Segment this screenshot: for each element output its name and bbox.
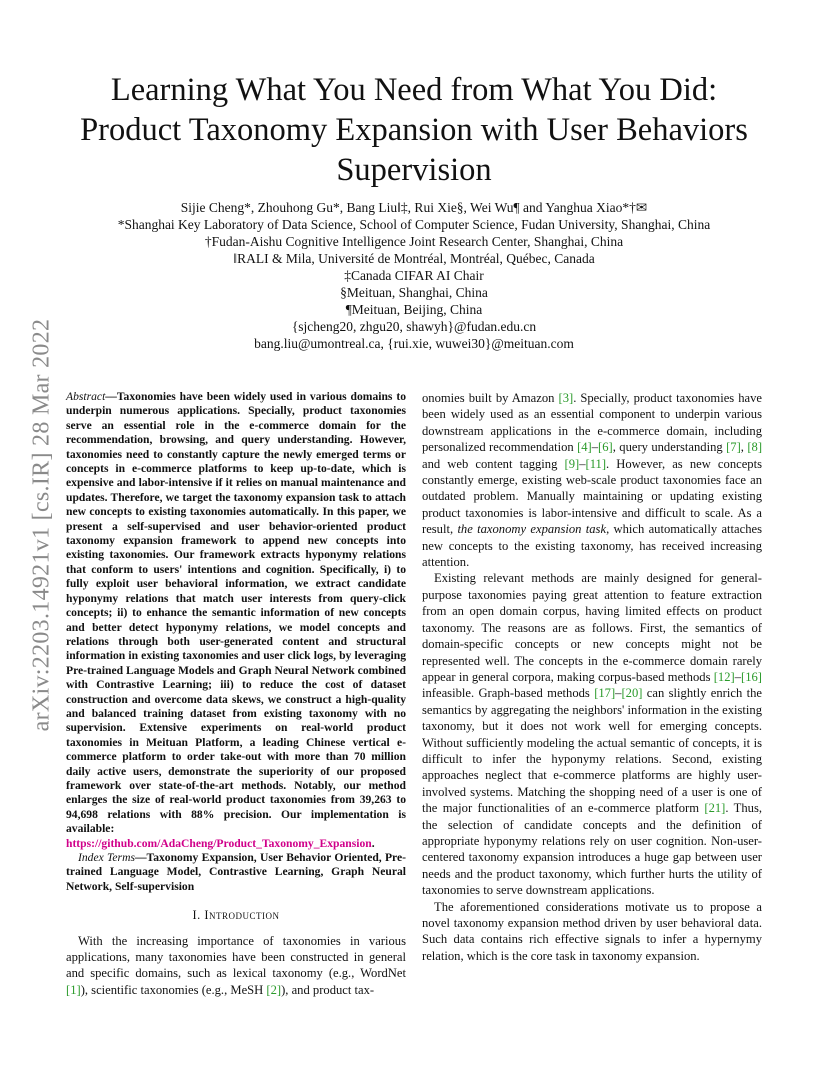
author-block bbox=[40, 199, 788, 352]
intro-paragraph bbox=[66, 933, 406, 999]
citation-2[interactable]: [2] bbox=[266, 982, 282, 997]
section-heading-introduction: I. Introduction bbox=[192, 908, 280, 923]
r-text-1g: , which automatically attaches new concepts to the existing taxonomy, has received increasing attention. bbox=[422, 522, 762, 570]
range-dash: – bbox=[591, 440, 599, 455]
intro-text-a: With the increasing importance of taxonomies in various applications, many taxonomies have been constructed in general and specific domains, such as lexical taxonomy (e.g., WordNet bbox=[66, 933, 406, 981]
r-text-2c: can slightly enrich the semantics by aggregating the neighbors' information in the existing taxonomy, but it does not work well for emerging concepts. Without sufficiently modeling the actual semantic of concepts, it is difficult to infer the hyponymy relations. Second, existing approaches neglect that e-commerce platforms are highly user-involved systems. Matching the shopping need of a user is one of the major functionalities of an e-commerce platform bbox=[422, 686, 762, 816]
index-terms bbox=[66, 851, 406, 894]
intro-text-b: ), scientific taxonomies (e.g., MeSH bbox=[80, 982, 267, 997]
r-text-2a: Existing relevant methods are mainly designed for general-purpose taxonomies paying great attention to feature extraction from an open domain corpus, having limited effects on product taxonomy. The reasons are as follows. First, the semantics of domain-specific concepts or new concepts might not be represented well. The concepts in the e-commerce domain rarely appear in general corpora, making corpus-based methods bbox=[422, 571, 762, 684]
email-line-2: bang.liu@umontreal.ca, {rui.xie, wuwei30}@meituan.com bbox=[254, 336, 574, 351]
abstract-end: . bbox=[371, 836, 375, 850]
right-paragraph-3: The aforementioned considerations motivate us to propose a novel taxonomy expansion method driven by user behavioral data. Such data contains rich effective signals to infer a hypernymy relation, which is the core task in taxonomy expansion. bbox=[422, 899, 762, 963]
affiliation-1: *Shanghai Key Laboratory of Data Science, School of Computer Science, Fudan University, Shanghai, China bbox=[117, 217, 711, 232]
intro-text-c: ), and product tax- bbox=[281, 982, 375, 997]
citation-12[interactable]: [12] bbox=[713, 669, 735, 684]
citation-8[interactable]: [8] bbox=[747, 440, 763, 455]
range-dash: – bbox=[579, 456, 586, 471]
affiliation-3: ‖RALI & Mila, Université de Montréal, Montréal, Québec, Canada bbox=[233, 251, 595, 266]
abstract bbox=[66, 390, 406, 851]
affiliation-2: †Fudan-Aishu Cognitive Intelligence Joint Research Center, Shanghai, China bbox=[204, 234, 624, 249]
abstract-text: —Taxonomies have been widely used in various domains to underpin numerous applications. Specially, product taxonomies serve an essential role in the e-commerce domain for the recommendation, browsing, and query understanding. However, taxonomies need to constantly capture the newly emerged terms or concepts in e-commerce platforms to keep up-to-date, which is expensive and labor-intensive if it relies on manual maintenance and updates. Therefore, we target the taxonomy expansion task to attach new concepts to existing taxonomies automatically. In this paper, we present a self-supervised and user behavior-oriented product taxonomy expansion framework to append new concepts into existing taxonomies. Our framework extracts hyponymy relations that conform to users' intentions and cognition. Specifically, i) to fully exploit user behavioral information, we extract candidate hyponymy relations that match user interests from query-click concepts; ii) to enhance the semantic information of new concepts and better detect hyponymy relations, we model concepts and relations through both user-generated content and structural information in existing taxonomies and user click logs, by leveraging Pre-trained Language Models and Graph Neural Network combined with Contrastive Learning; iii) to reduce the cost of dataset construction and overcome data skews, we construct a high-quality and balanced training dataset from existing taxonomy with no supervision. Extensive experiments on real-world product taxonomies in Meituan Platform, a leading Chinese vertical e-commerce platform to order take-out with more than 70 million daily active users, demonstrate the superiority of our proposed framework over state-of-the-art methods. Notably, our method enlarges the size of real-world product taxonomies from 39,263 to 94,698 relations with 88% precision. Our implementation is available: bbox=[66, 390, 406, 836]
index-terms-text: —Taxonomy Expansion, User Behavior Oriented, Pre-trained Language Model, Contrastive Learning, Graph Neural Network, Self-supervision bbox=[66, 851, 406, 893]
citation-17[interactable]: [17] bbox=[594, 686, 616, 701]
affiliation-5: §Meituan, Shanghai, China bbox=[340, 285, 488, 300]
r-text-1e: and web content tagging bbox=[422, 456, 565, 471]
r-text-1d: , bbox=[740, 440, 748, 455]
citation-16[interactable]: [16] bbox=[741, 669, 762, 684]
citation-7[interactable]: [7] bbox=[726, 440, 741, 455]
citation-1[interactable]: [1] bbox=[66, 982, 81, 997]
left-column bbox=[66, 390, 406, 998]
r-text-1a: onomies built by Amazon bbox=[422, 391, 559, 405]
right-column bbox=[422, 390, 762, 964]
task-emphasis: the taxonomy expansion task bbox=[457, 522, 607, 537]
r-text-2d: . Thus, the selection of candidate concepts and the definition of appropriate hyponymy relations rely on user cognition. Non-user-centered taxonomy expansion introduces a huge gap between user needs and the product taxonomy, which further hurts the utility of taxonomies to serve downstream applications. bbox=[422, 801, 763, 898]
r-text-1b: . Specially, product taxonomies have been widely used as an essential component to underpin various downstream applications in the e-commerce domain, including personalized recommendation bbox=[422, 391, 762, 455]
right-paragraph-1 bbox=[422, 390, 762, 570]
range-dash: – bbox=[734, 669, 742, 684]
r-text-1c: , query understanding bbox=[612, 440, 727, 455]
citation-11[interactable]: [11] bbox=[585, 456, 607, 471]
citation-6[interactable]: [6] bbox=[598, 440, 613, 455]
range-dash: – bbox=[615, 686, 622, 701]
affiliation-6: ¶Meituan, Beijing, China bbox=[345, 302, 483, 317]
citation-21[interactable]: [21] bbox=[704, 801, 726, 816]
r-text-2b: infeasible. Graph-based methods bbox=[422, 686, 595, 701]
implementation-link[interactable]: https://github.com/AdaCheng/Product_Taxonomy_Expansion bbox=[66, 836, 372, 850]
index-terms-label: Index Terms bbox=[78, 851, 135, 864]
right-paragraph-2 bbox=[422, 570, 762, 898]
affiliation-4: ‡Canada CIFAR AI Chair bbox=[344, 268, 484, 283]
arxiv-stamp bbox=[22, 290, 62, 760]
citation-20[interactable]: [20] bbox=[621, 686, 643, 701]
paper-title: Learning What You Need from What You Did: Product Taxonomy Expansion with User Behaviors Supervision bbox=[80, 72, 748, 188]
citation-3[interactable]: [3] bbox=[558, 391, 574, 405]
email-line-1: {sjcheng20, zhgu20, shawyh}@fudan.edu.cn bbox=[291, 319, 537, 334]
abstract-label: Abstract bbox=[66, 390, 106, 403]
author-names: Sijie Cheng*, Zhouhong Gu*, Bang Liu‖‡, Rui Xie§, Wei Wu¶ and Yanghua Xiao*†✉ bbox=[180, 200, 648, 215]
r-text-1f: . However, as new concepts constantly emerge, existing web-scale product taxonomies face an outdated problem. Manually maintaining or updating existing product taxonomies is labor-intensive and difficult to scale. As a result, bbox=[422, 456, 762, 537]
arxiv-stamp-text: arXiv:2203.14921v1 [cs.IR] 28 Mar 2022 bbox=[28, 318, 55, 732]
citation-4[interactable]: [4] bbox=[577, 440, 592, 455]
citation-9[interactable]: [9] bbox=[564, 456, 580, 471]
